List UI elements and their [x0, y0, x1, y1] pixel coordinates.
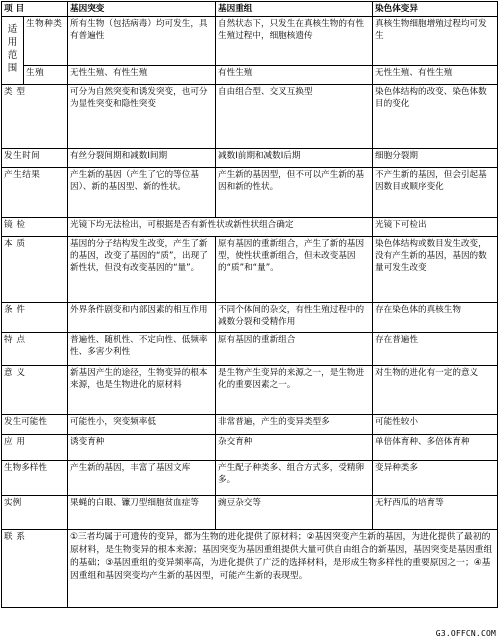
cell-gene-mutation: 普遍性、随机性、不定向性、低频率性、多害少利性	[68, 333, 216, 366]
table-row	[2, 496, 498, 530]
header-chromosome-variation: 染色体变异	[373, 2, 498, 17]
cell-chromosome-variation: 变异种类多	[373, 461, 498, 496]
table-row	[2, 149, 498, 168]
cell-gene-mutation: 无性生殖、有性生殖	[68, 66, 216, 85]
table-row	[2, 168, 498, 218]
header-item: 项 目	[2, 2, 68, 17]
cell-chromosome-variation: 无性生殖、有性生殖	[373, 66, 498, 85]
cell-chromosome-variation: 存在染色体的真核生物	[373, 303, 498, 333]
cell-gene-recombination: 原有基因的重新组合，产生了新的基因型，使性状重新组合，但未改变基因的“质”和“量”。	[216, 237, 373, 303]
row-label-type: 类 型	[2, 85, 68, 149]
cell-gene-mutation: 可能性小，突变频率低	[68, 415, 216, 435]
table-row	[2, 333, 498, 366]
cell-gene-recombination: 不同个体间的杂交，有性生殖过程中的减数分裂和受精作用	[216, 303, 373, 333]
cell-gene-mutation: 有丝分裂间期和减数Ⅰ间期	[68, 149, 216, 168]
table-row	[2, 218, 498, 237]
cell-chromosome-variation: 可能性较小	[373, 415, 498, 435]
table-row	[2, 66, 498, 85]
row-label-examples: 实例	[2, 496, 68, 530]
cell-gene-recombination: 非常普遍，产生的变异类型多	[216, 415, 373, 435]
row-label-result: 产生结果	[2, 168, 68, 218]
table-row	[2, 85, 498, 149]
table-row	[2, 366, 498, 415]
cell-gene-mutation: 诱变育种	[68, 435, 216, 461]
row-label-time: 发生时间	[2, 149, 68, 168]
cell-gene-recombination: 原有基因的重新组合	[216, 333, 373, 366]
cell-gene-mutation: 果蝇的白眼、镰刀型细胞贫血症等	[68, 496, 216, 530]
cell-chromosome-variation: 真核生物细胞增殖过程均可发生	[373, 17, 498, 66]
cell-links-text: ①三者均属于可遗传的变异，都为生物的进化提供了原材料；②基因突变产生新的基因，为进化提供了最初的原材料，是生物变异的根本来源；基因突变为基因重组提供大量可供自由组合的新基因，基因突变是基因重组的基础；③基因重组的变异频率高，为进化提供了广泛的选择材料，是形成生物多样性的重要原因之一；④基因重组和基因突变均产生新的基因型，可能产生新的表现型。	[68, 530, 498, 608]
table-row	[2, 461, 498, 496]
table-row	[2, 17, 498, 66]
table-row	[2, 303, 498, 333]
comparison-table	[1, 1, 498, 608]
cell-chromosome-variation: 细胞分裂期	[373, 149, 498, 168]
cell-gene-mutation: 可分为自然突变和诱发突变，也可分为显性突变和隐性突变	[68, 85, 216, 149]
cell-gene-recombination: 产生新的基因型，但不可以产生新的基因和新的性状。	[216, 168, 373, 218]
cell-gene-mutation: 基因的分子结构发生改变，产生了新的基因，改变了基因的“质”，出现了新性状，但没有改变基因的“量”。	[68, 237, 216, 303]
cell-chromosome-variation: 单倍体育种、多倍体育种	[373, 435, 498, 461]
cell-gene-recombination: 产生配子种类多、组合方式多，受精卵多。	[216, 461, 373, 496]
cell-chromosome-variation: 无籽西瓜的培育等	[373, 496, 498, 530]
cell-chromosome-variation: 对生物的进化有一定的意义	[373, 366, 498, 415]
row-label-condition: 条 件	[2, 303, 68, 333]
cell-gene-mutation: 所有生物（包括病毒）均可发生，具有普遍性	[68, 17, 216, 66]
row-label-features: 特 点	[2, 333, 68, 366]
cell-gene-mutation: 产生新的基因，丰富了基因文库	[68, 461, 216, 496]
cell-chromosome-variation: 光镜下可检出	[373, 218, 498, 237]
cell-gene-mutation: 外界条件剧变和内部因素的相互作用	[68, 303, 216, 333]
table-row	[2, 530, 498, 608]
cell-gene-mutation: 产生新的基因（产生了它的等位基因）、新的基因型、新的性状。	[68, 168, 216, 218]
scope-group-label: 适用范围	[2, 17, 24, 85]
row-label-essence: 本 质	[2, 237, 68, 303]
cell-gene-recombination: 杂交育种	[216, 435, 373, 461]
cell-gene-recombination: 自由组合型、交叉互换型	[216, 85, 373, 149]
cell-chromosome-variation: 不产生新的基因，但会引起基因数目或顺序变化	[373, 168, 498, 218]
row-label-reproduction: 生殖	[24, 66, 68, 85]
table-row	[2, 415, 498, 435]
row-label-application: 应 用	[2, 435, 68, 461]
cell-gene-recombination: 自然状态下，只发生在真核生物的有性生殖过程中，细胞核遗传	[216, 17, 373, 66]
row-label-probability: 发生可能性	[2, 415, 68, 435]
cell-gene-recombination: 是生物产生变异的来源之一，是生物进化的重要因素之一。	[216, 366, 373, 415]
cell-microscopy-merged: 光镜下均无法检出，可根据是否有新性状或新性状组合确定	[68, 218, 373, 237]
table-row	[2, 435, 498, 461]
cell-gene-recombination: 豌豆杂交等	[216, 496, 373, 530]
header-row	[2, 2, 498, 17]
row-label-microscopy: 镜 检	[2, 218, 68, 237]
cell-gene-recombination: 有性生殖	[216, 66, 373, 85]
row-label-links: 联 系	[2, 530, 68, 608]
site-watermark: G3.OFFCN.COM	[435, 629, 496, 638]
header-gene-mutation: 基因突变	[68, 2, 216, 17]
cell-gene-recombination: 减数Ⅰ前期和减数Ⅰ后期	[216, 149, 373, 168]
header-gene-recombination: 基因重组	[216, 2, 373, 17]
row-label-significance: 意 义	[2, 366, 68, 415]
cell-chromosome-variation: 染色体结构的改变、染色体数目的变化	[373, 85, 498, 149]
table-row	[2, 237, 498, 303]
cell-chromosome-variation: 存在普遍性	[373, 333, 498, 366]
row-label-diversity: 生物多样性	[2, 461, 68, 496]
cell-chromosome-variation: 染色体结构或数目发生改变，没有产生新的基因，基因的数量可发生改变	[373, 237, 498, 303]
row-label-species: 生物种类	[24, 17, 68, 66]
cell-gene-mutation: 新基因产生的途径，生物变异的根本来源，也是生物进化的原材料	[68, 366, 216, 415]
